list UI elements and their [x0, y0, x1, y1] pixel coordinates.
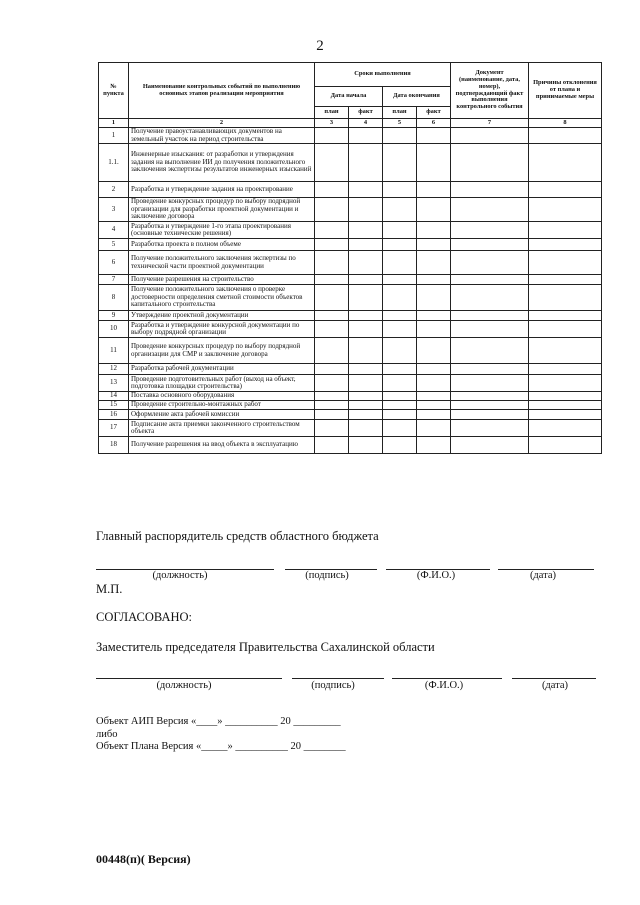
table-row	[99, 338, 602, 364]
end-fact-cell[interactable]	[417, 401, 451, 410]
end-fact-cell[interactable]	[417, 222, 451, 239]
position-caption: (должность)	[156, 680, 212, 691]
start-fact-cell[interactable]	[349, 375, 383, 392]
event-name: Разработка и утверждение конкурсной документации по выбору подрядной организации	[129, 321, 315, 338]
start-plan-cell[interactable]	[315, 285, 349, 311]
document-cell[interactable]	[451, 285, 529, 311]
event-name: Поставка основного оборудования	[129, 392, 315, 401]
end-fact-cell[interactable]	[417, 375, 451, 392]
event-name: Разработка проекта в полном объеме	[129, 239, 315, 251]
document-cell[interactable]	[451, 198, 529, 222]
table-row	[99, 251, 602, 275]
reasons-cell[interactable]	[529, 420, 602, 437]
column-number: 7	[451, 119, 529, 128]
row-number: 1.1.	[99, 144, 129, 182]
start-plan-cell[interactable]	[315, 392, 349, 401]
document-cell[interactable]	[451, 321, 529, 338]
event-name: Разработка и утверждение 1-го этапа проектирования (основные технические решения)	[129, 222, 315, 239]
document-cell[interactable]	[451, 410, 529, 420]
deputy-title: Заместитель председателя Правительства Сахалинской области	[96, 640, 435, 654]
start-fact-cell[interactable]	[349, 321, 383, 338]
reasons-cell[interactable]	[529, 144, 602, 182]
column-number: 1	[99, 119, 129, 128]
date-caption: (дата)	[541, 680, 569, 691]
or-label: либо	[96, 729, 118, 740]
document-cell[interactable]	[451, 128, 529, 144]
row-number: 3	[99, 198, 129, 222]
event-name: Инженерные изыскания: от разработки и утверждения задания на выполнение ИИ до получения положительного заключения экспертизы результатов инженерных изысканий	[129, 144, 315, 182]
start-plan-cell[interactable]	[315, 437, 349, 454]
end-fact-cell[interactable]	[417, 239, 451, 251]
row-number: 9	[99, 311, 129, 321]
event-name: Проведение конкурсных процедур по выбору подрядной организации для разработки проектной документации и заключение договора	[129, 198, 315, 222]
reasons-cell[interactable]	[529, 198, 602, 222]
table-row	[99, 420, 602, 437]
row-number: 16	[99, 410, 129, 420]
document-cell[interactable]	[451, 364, 529, 375]
end-fact-cell[interactable]	[417, 251, 451, 275]
end-fact-cell[interactable]	[417, 182, 451, 198]
end-plan-cell[interactable]	[383, 222, 417, 239]
agreed-label: СОГЛАСОВАНО:	[96, 610, 193, 624]
document-cell[interactable]	[451, 251, 529, 275]
start-plan-cell[interactable]	[315, 182, 349, 198]
row-number: 10	[99, 321, 129, 338]
header-terms: Сроки выполнения	[315, 63, 451, 87]
start-fact-cell[interactable]	[349, 364, 383, 375]
reasons-cell[interactable]	[529, 364, 602, 375]
position-caption: (должность)	[152, 570, 208, 581]
start-plan-cell[interactable]	[315, 128, 349, 144]
date-caption: (дата)	[529, 570, 557, 581]
end-fact-cell[interactable]	[417, 275, 451, 285]
reasons-cell[interactable]	[529, 222, 602, 239]
document-cell[interactable]	[451, 437, 529, 454]
header-name: Наименование контрольных событий по выполнению основных этапов реализации мероприятия	[129, 63, 315, 119]
event-name: Проведение строительно-монтажных работ	[129, 401, 315, 410]
column-number: 3	[315, 119, 349, 128]
end-fact-cell[interactable]	[417, 420, 451, 437]
fio-caption: (Ф.И.О.)	[416, 570, 456, 581]
event-name: Проведение подготовительных работ (выход на объект, подготовка площадки строительства)	[129, 375, 315, 392]
position-line	[96, 678, 282, 679]
start-plan-cell[interactable]	[315, 222, 349, 239]
chief-title: Главный распорядитель средств областного бюджета	[96, 529, 379, 543]
table-row	[99, 392, 602, 401]
table-row	[99, 198, 602, 222]
document-cell[interactable]	[451, 375, 529, 392]
header-start: Дата начала	[315, 87, 383, 107]
end-fact-cell[interactable]	[417, 285, 451, 311]
row-number: 17	[99, 420, 129, 437]
table-row	[99, 222, 602, 239]
end-plan-cell[interactable]	[383, 239, 417, 251]
signature-caption: (подпись)	[305, 570, 349, 581]
page-number: 2	[316, 38, 324, 54]
table-row	[99, 364, 602, 375]
row-number: 14	[99, 392, 129, 401]
reasons-cell[interactable]	[529, 338, 602, 364]
event-name: Получение положительного заключения о проверке достоверности определения сметной стоимости объектов капитального строительства	[129, 285, 315, 311]
start-fact-cell[interactable]	[349, 392, 383, 401]
row-number: 2	[99, 182, 129, 198]
event-name: Получение разрешения на ввод объекта в эксплуатацию	[129, 437, 315, 454]
document-cell[interactable]	[451, 144, 529, 182]
row-number: 4	[99, 222, 129, 239]
start-fact-cell[interactable]	[349, 222, 383, 239]
start-plan-cell[interactable]	[315, 251, 349, 275]
start-fact-cell[interactable]	[349, 285, 383, 311]
start-plan-cell[interactable]	[315, 410, 349, 420]
reasons-cell[interactable]	[529, 182, 602, 198]
end-plan-cell[interactable]	[383, 128, 417, 144]
reasons-cell[interactable]	[529, 392, 602, 401]
control-events-table	[98, 62, 602, 454]
row-number: 7	[99, 275, 129, 285]
column-number: 5	[383, 119, 417, 128]
reasons-cell[interactable]	[529, 375, 602, 392]
end-plan-cell[interactable]	[383, 364, 417, 375]
table-row	[99, 285, 602, 311]
start-fact-cell[interactable]	[349, 311, 383, 321]
header-end: Дата окончания	[383, 87, 451, 107]
table-row	[99, 437, 602, 454]
event-name: Получение положительного заключения экспертизы по технической части проектной документации	[129, 251, 315, 275]
row-number: 15	[99, 401, 129, 410]
end-fact-cell[interactable]	[417, 198, 451, 222]
reasons-cell[interactable]	[529, 128, 602, 144]
document-cell[interactable]	[451, 338, 529, 364]
document-cell[interactable]	[451, 275, 529, 285]
end-fact-cell[interactable]	[417, 364, 451, 375]
end-plan-cell[interactable]	[383, 198, 417, 222]
table-row	[99, 144, 602, 182]
end-fact-cell[interactable]	[417, 392, 451, 401]
start-fact-cell[interactable]	[349, 420, 383, 437]
row-number: 12	[99, 364, 129, 375]
date-line	[512, 678, 596, 679]
row-number: 6	[99, 251, 129, 275]
start-plan-cell[interactable]	[315, 239, 349, 251]
start-fact-cell[interactable]	[349, 128, 383, 144]
table-row	[99, 401, 602, 410]
signature-caption: (подпись)	[311, 680, 355, 691]
table-row	[99, 275, 602, 285]
event-name: Проведение конкурсных процедур по выбору подрядной организации для СМР и заключение договора	[129, 338, 315, 364]
column-number: 4	[349, 119, 383, 128]
header-document: Документ (наименование, дата, номер), подтверждающий факт выполнения контрольного события	[451, 63, 529, 119]
start-plan-cell[interactable]	[315, 144, 349, 182]
column-number: 8	[529, 119, 602, 128]
reasons-cell[interactable]	[529, 401, 602, 410]
document-cell[interactable]	[451, 222, 529, 239]
start-plan-cell[interactable]	[315, 311, 349, 321]
start-plan-cell[interactable]	[315, 198, 349, 222]
start-plan-cell[interactable]	[315, 364, 349, 375]
end-plan-cell[interactable]	[383, 275, 417, 285]
event-name: Получение правоустанавливающих документов на земельный участок на период строительства	[129, 128, 315, 144]
end-plan-cell[interactable]	[383, 375, 417, 392]
start-plan-cell[interactable]	[315, 321, 349, 338]
start-fact-cell[interactable]	[349, 239, 383, 251]
document-cell[interactable]	[451, 182, 529, 198]
row-number: 5	[99, 239, 129, 251]
table-row	[99, 321, 602, 338]
end-plan-cell[interactable]	[383, 437, 417, 454]
end-fact-cell[interactable]	[417, 338, 451, 364]
start-fact-cell[interactable]	[349, 410, 383, 420]
event-name: Утверждение проектной документации	[129, 311, 315, 321]
end-plan-cell[interactable]	[383, 401, 417, 410]
end-fact-cell[interactable]	[417, 410, 451, 420]
form-code: 00448(п)( Версия)	[96, 852, 191, 866]
header-num: № пункта	[99, 63, 129, 119]
reasons-cell[interactable]	[529, 285, 602, 311]
end-fact-cell[interactable]	[417, 311, 451, 321]
reasons-cell[interactable]	[529, 410, 602, 420]
row-number: 18	[99, 437, 129, 454]
table-row	[99, 410, 602, 420]
header-plan: план	[315, 107, 349, 119]
table-row	[99, 182, 602, 198]
reasons-cell[interactable]	[529, 275, 602, 285]
end-plan-cell[interactable]	[383, 410, 417, 420]
row-number: 1	[99, 128, 129, 144]
start-fact-cell[interactable]	[349, 338, 383, 364]
row-number: 11	[99, 338, 129, 364]
plan-version: Объект Плана Версия «_____» __________ 20 ________	[96, 741, 346, 752]
signature-line	[292, 678, 384, 679]
document-cell[interactable]	[451, 392, 529, 401]
document-cell[interactable]	[451, 420, 529, 437]
end-plan-cell[interactable]	[383, 285, 417, 311]
reasons-cell[interactable]	[529, 239, 602, 251]
end-plan-cell[interactable]	[383, 321, 417, 338]
start-plan-cell[interactable]	[315, 375, 349, 392]
column-number: 6	[417, 119, 451, 128]
event-name: Разработка и утверждение задания на проектирование	[129, 182, 315, 198]
stamp-label: М.П.	[96, 582, 123, 596]
start-plan-cell[interactable]	[315, 420, 349, 437]
start-fact-cell[interactable]	[349, 275, 383, 285]
table-row	[99, 239, 602, 251]
end-plan-cell[interactable]	[383, 182, 417, 198]
header-plan: план	[383, 107, 417, 119]
end-fact-cell[interactable]	[417, 437, 451, 454]
event-name: Подписание акта приемки законченного строительством объекта	[129, 420, 315, 437]
end-plan-cell[interactable]	[383, 144, 417, 182]
end-plan-cell[interactable]	[383, 311, 417, 321]
end-fact-cell[interactable]	[417, 321, 451, 338]
end-plan-cell[interactable]	[383, 338, 417, 364]
start-plan-cell[interactable]	[315, 401, 349, 410]
end-fact-cell[interactable]	[417, 144, 451, 182]
start-fact-cell[interactable]	[349, 251, 383, 275]
event-name: Разработка рабочей документации	[129, 364, 315, 375]
end-fact-cell[interactable]	[417, 128, 451, 144]
reasons-cell[interactable]	[529, 251, 602, 275]
fio-caption: (Ф.И.О.)	[424, 680, 464, 691]
event-name: Получение разрешения на строительство	[129, 275, 315, 285]
start-fact-cell[interactable]	[349, 198, 383, 222]
reasons-cell[interactable]	[529, 311, 602, 321]
row-number: 13	[99, 375, 129, 392]
end-plan-cell[interactable]	[383, 251, 417, 275]
reasons-cell[interactable]	[529, 437, 602, 454]
start-fact-cell[interactable]	[349, 144, 383, 182]
document-cell[interactable]	[451, 311, 529, 321]
end-plan-cell[interactable]	[383, 420, 417, 437]
header-reasons: Причины отклонения от плана и принимаемые меры	[529, 63, 602, 119]
event-name: Оформление акта рабочей комиссии	[129, 410, 315, 420]
end-plan-cell[interactable]	[383, 392, 417, 401]
start-plan-cell[interactable]	[315, 338, 349, 364]
reasons-cell[interactable]	[529, 321, 602, 338]
aip-version: Объект АИП Версия «____» __________ 20 _________	[96, 716, 341, 727]
column-number: 2	[129, 119, 315, 128]
table-row	[99, 311, 602, 321]
document-cell[interactable]	[451, 401, 529, 410]
table-row	[99, 375, 602, 392]
table-row	[99, 128, 602, 144]
header-fact: факт	[349, 107, 383, 119]
row-number: 8	[99, 285, 129, 311]
start-fact-cell[interactable]	[349, 182, 383, 198]
header-fact: факт	[417, 107, 451, 119]
document-cell[interactable]	[451, 239, 529, 251]
start-fact-cell[interactable]	[349, 437, 383, 454]
start-fact-cell[interactable]	[349, 401, 383, 410]
start-plan-cell[interactable]	[315, 275, 349, 285]
fio-line	[392, 678, 502, 679]
